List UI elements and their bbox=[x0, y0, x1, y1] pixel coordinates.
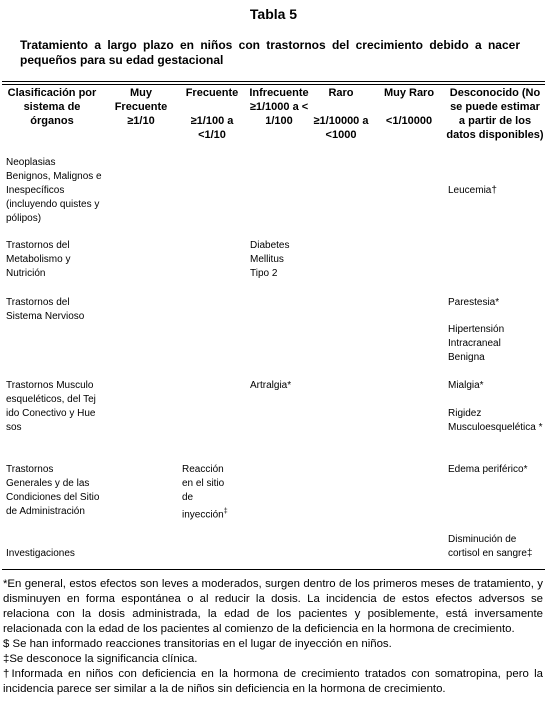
cell-parestesia: Parestesia* bbox=[448, 297, 500, 308]
header-frecuente-freq: ≥1/100 a <1/10 bbox=[190, 115, 234, 141]
header-raro-freq: ≥1/10000 a <1000 bbox=[313, 115, 369, 141]
cell-edema: Edema periférico* bbox=[448, 464, 528, 475]
cell-hipertension: Hipertensión Intracraneal Benigna bbox=[448, 324, 505, 363]
cell-cortisol: Disminución de cortisol en sangre‡ bbox=[448, 534, 533, 559]
cell-reaccion-text: Reacción en el sitio de inyección bbox=[182, 464, 225, 521]
row-organ-investigaciones: Investigaciones bbox=[6, 548, 75, 559]
header-muy-frecuente-name: Muy Frecuente bbox=[114, 87, 168, 113]
header-desconocido: Desconocido (No se puede estimar a partir de los datos disponibles) bbox=[446, 87, 544, 141]
footnote-injection: $ Se han informado reacciones transitorias en el lugar de inyección en niños. bbox=[3, 638, 392, 650]
header-muy-frecuente bbox=[106, 86, 176, 128]
header-frecuente bbox=[178, 86, 246, 142]
header-frecuente-name: Frecuente bbox=[185, 87, 239, 99]
row-organ-generales: Trastornos Generales y de las Condiciones del Sitio de Administración bbox=[6, 464, 100, 517]
table-top-rule bbox=[2, 81, 545, 82]
cell-reaccion-mark: ‡ bbox=[223, 508, 228, 515]
row-organ-neoplasias: Neoplasias Benignos, Malignos e Inespecíficos (incluyendo quistes y pólipos) bbox=[6, 157, 102, 224]
cell-leucemia: Leucemia† bbox=[448, 185, 497, 196]
header-muy-raro-name: Muy Raro bbox=[383, 87, 435, 99]
row-organ-metabolismo: Trastornos del Metabolismo y Nutrición bbox=[6, 240, 71, 279]
footnote-general: *En general, estos efectos son leves a moderados, surgen dentro de los primeros meses de tratamiento, y disminuyen en forma espontánea o al reducir la dosis. La incidencia de estos efectos adversos se relaciona con la dosis administrada, la edad de los pacientes y posiblemente, está inversamente relacionada con la edad de los pacientes al comienzo de la deficiencia en la hormona de crecimiento. bbox=[3, 578, 543, 635]
header-organ-class: Clasificación por sistema de órganos bbox=[7, 87, 97, 127]
row-organ-musculo: Trastornos Musculoesqueléticos, del Tejido Conectivo y Huesos bbox=[6, 380, 96, 433]
cell-reaccion bbox=[182, 463, 234, 522]
cell-mialgia: Mialgia* bbox=[448, 380, 484, 391]
header-infrecuente-name: Infrecuente bbox=[249, 87, 309, 99]
row-organ-nervioso: Trastornos del Sistema Nervioso bbox=[6, 297, 85, 322]
table-subtitle: Tratamiento a largo plazo en niños con trastornos del crecimiento debido a nacer pequeños para su edad gestacional bbox=[20, 38, 520, 67]
footnote-significance: ‡Se desconoce la significancia clínica. bbox=[3, 653, 198, 665]
header-raro-name: Raro bbox=[328, 87, 354, 99]
header-muy-frecuente-freq: ≥1/10 bbox=[127, 115, 155, 127]
table-top-rule-2 bbox=[2, 84, 545, 85]
footnote-leukemia: †Informada en niños con deficiencia en la hormona de crecimiento tratados con somatropina, pero la incidencia parece ser similar a la de niños sin deficiencia en la hormona de crecimiento. bbox=[3, 668, 543, 695]
header-muy-raro-freq: <1/10000 bbox=[385, 115, 433, 127]
header-muy-raro bbox=[374, 86, 444, 128]
header-infrecuente bbox=[248, 86, 310, 128]
cell-diabetes: Diabetes Mellitus Tipo 2 bbox=[250, 240, 290, 279]
header-infrecuente-freq: ≥1/1000 a <1/100 bbox=[249, 101, 309, 127]
header-raro bbox=[310, 86, 372, 142]
footnotes bbox=[3, 577, 543, 697]
cell-artralgia: Artralgia* bbox=[250, 380, 292, 391]
table-title: Tabla 5 bbox=[249, 6, 298, 22]
cell-rigidez: Rigidez Musculoesquelética * bbox=[448, 408, 543, 433]
table-bottom-rule bbox=[2, 569, 545, 570]
